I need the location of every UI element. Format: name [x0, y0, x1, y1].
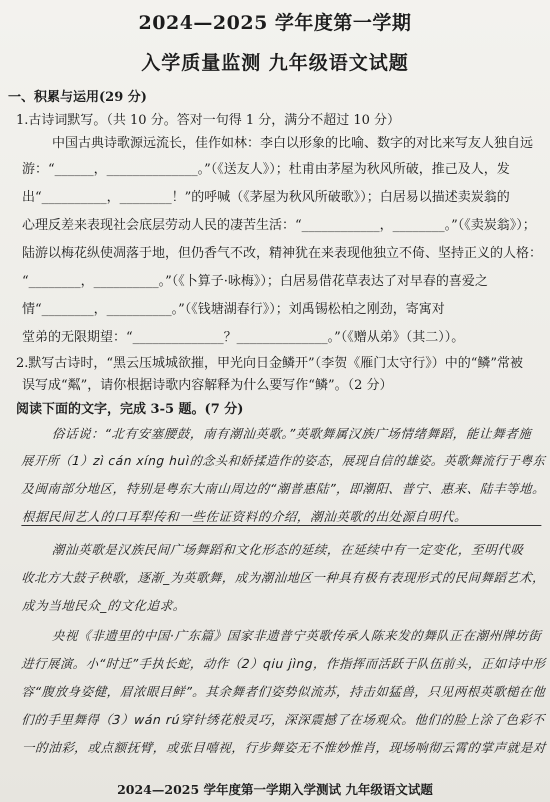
passage-para3-line5: 一的油彩，或点额抚臂，或张目嘻视，行步舞姿无不惟妙惟肖，现场响彻云霄的掌声就是对 [21, 740, 547, 755]
q2-line-1: 2.默写古诗时，“黑云压城城欲摧，甲光向日金鳞开”（李贺《雁门太守行》）中的“鳞”常被 [16, 356, 523, 371]
q1-line-4: 心理反差来表现社会底层劳动人民的凄苦生活：“____________，________。”（《卖炭翁》）； [22, 218, 536, 233]
q1-line-3: 出“__________，________！”的呼喊（《茅屋为秋风所破歌》）；白居易以描述卖炭翁的 [22, 190, 510, 205]
passage-para1-line1: 俗话说：“北有安塞腰鼓，南有潮汕英歌。”英歌舞属汉族广场情绪舞蹈，能让舞者施 [51, 426, 533, 441]
question-1-stem: 1.古诗词默写。（共 10 分。答对一句得 1 分，满分不超过 10 分） [16, 113, 401, 128]
page-footer: 2024—2025 学年度第一学期入学测试 九年级语文试题 [117, 782, 433, 797]
q1-line-8: 堂弟的无限期望：“______________？______________。”（《赠从弟》（其二））。 [22, 330, 465, 345]
passage-para3-line4: 们的手里舞得（3）wán rú穿针绣花般灵巧，深深震撼了在场观众。他们的脸上涂了色彩不 [20, 712, 546, 727]
section-heading: 一、积累与运用(29 分) [8, 90, 147, 105]
exam-subject-title: 入学质量监测 九年级语文试题 [141, 52, 409, 74]
q1-line-2: 游：“______，______________。”（《送友人》）；杜甫由茅屋为秋风所破，推己及人，发 [22, 162, 510, 177]
q2-line-2: 误写成“粼”，请你根据诗歌内容解释为什么要写作“鳞”。（2 分） [22, 378, 393, 393]
q1-line-1: 中国古典诗歌源远流长，佳作如林：李白以形象的比喻、数字的对比来写友人独自远 [52, 136, 534, 151]
q1-line-5: 陆游以梅花纵使凋落于地，但仍香气不改，精神犹在来表现他独立不倚、坚持正义的人格： [22, 246, 543, 261]
reading-heading: 阅读下面的文字，完成 3-5 题。(7 分) [16, 402, 244, 417]
passage-para2-line1: 潮汕英歌是汉族民间广场舞蹈和文化形态的延续，在延续中有一定变化，至明代吸 [51, 542, 525, 557]
passage-para2-line2: 收北方大鼓子秧歌，逐渐_为英歌舞，成为潮汕地区一种具有极有表现形式的民间舞蹈艺术， [20, 570, 546, 585]
passage-para3-line3: 容“腹放身姿健，眉浓眼目鲜”。其余舞者们姿势似流苏，持击如猛兽，只见两根英歌槌在他 [20, 684, 546, 699]
q1-line-7: 情“________，__________。”（《钱塘湖春行》）；刘禹锡松柏之刚劲，寄寓对 [22, 302, 445, 317]
passage-para1-line4: 根据民间艺人的口耳犁传和一些佐证资料的介绍，潮汕英歌的出处源自明代。 [21, 507, 542, 526]
q1-line-6: “________，__________。”（《卜算子·咏梅》）；白居易借花草表达了对早春的喜爱之 [22, 274, 488, 289]
passage-para2-line3: 成为当地民众_的文化追求。 [21, 598, 187, 613]
passage-para1-line3: 及闽南部分地区，特别是粤东大南山周边的“潮普惠陆”，即潮阳、普宁、惠来、陆丰等地。 [20, 481, 546, 496]
passage-para1-line2: 展开所（1）zì cán xíng huì的念头和娇揉造作的姿态，展现自信的雄姿。英歌舞流行于粤东 [20, 453, 546, 468]
passage-para3-line2: 进行展演。小“时迁”手执长蛇，动作（2）qiu jìng，作指挥而活跃于队伍前头，正如诗中形 [20, 656, 547, 671]
exam-year-title: 2024—2025 学年度第一学期 [138, 12, 412, 34]
passage-para3-line1: 央视《非遗里的中国·广东篇》国家非遗普宁英歌传承人陈来发的舞队正在潮州牌坊街 [51, 628, 542, 643]
